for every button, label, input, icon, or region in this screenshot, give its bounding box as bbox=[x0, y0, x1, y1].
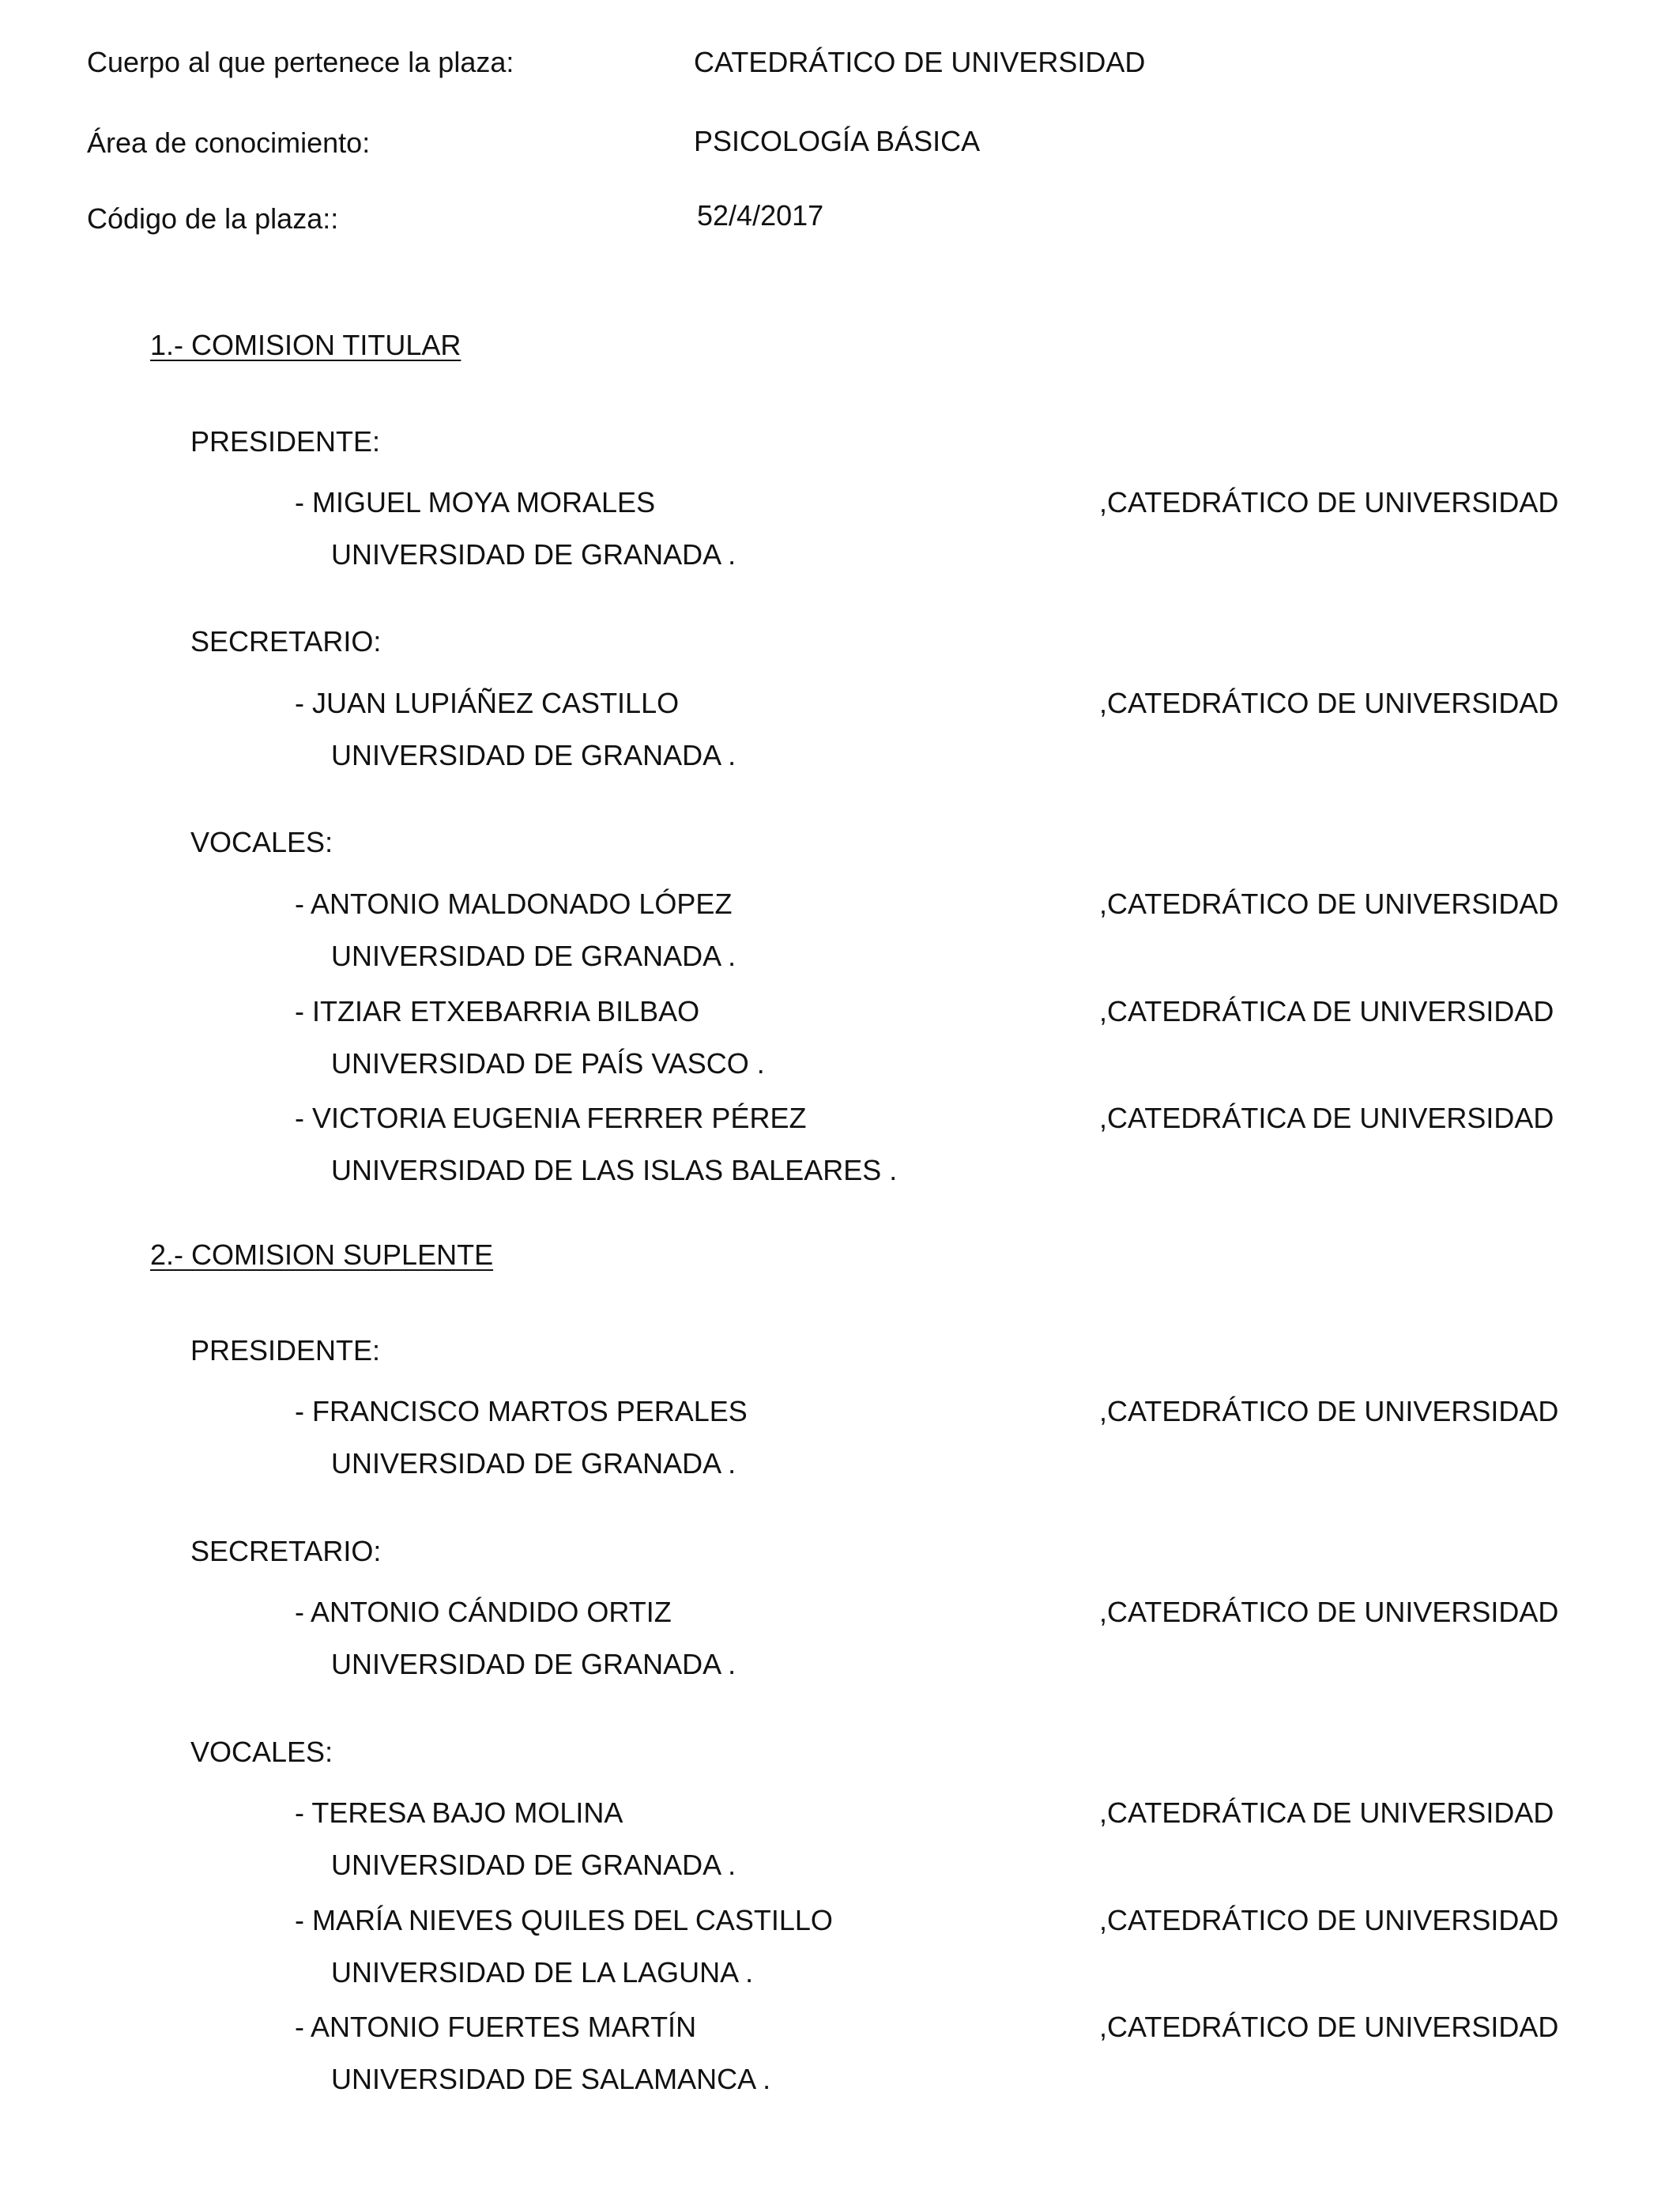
member-university: UNIVERSIDAD DE GRANADA . bbox=[331, 739, 736, 771]
header-value-codigo: 52/4/2017 bbox=[697, 199, 824, 232]
group-label-presidente: PRESIDENTE: bbox=[190, 1334, 381, 1367]
member-university: UNIVERSIDAD DE GRANADA . bbox=[331, 1447, 736, 1480]
member-university: UNIVERSIDAD DE SALAMANCA . bbox=[331, 2063, 771, 2095]
member-name: - MIGUEL MOYA MORALES bbox=[295, 486, 656, 518]
section-title-titular: 1.- COMISION TITULAR bbox=[150, 329, 461, 361]
group-label-secretario: SECRETARIO: bbox=[190, 625, 382, 658]
member-rank: ,CATEDRÁTICO DE UNIVERSIDAD bbox=[1099, 1596, 1559, 1628]
member-rank: ,CATEDRÁTICO DE UNIVERSIDAD bbox=[1099, 1904, 1559, 1936]
group-label-vocales: VOCALES: bbox=[190, 826, 333, 858]
header-label-cuerpo: Cuerpo al que pertenece la plaza: bbox=[87, 46, 514, 78]
member-rank: ,CATEDRÁTICA DE UNIVERSIDAD bbox=[1099, 1102, 1554, 1134]
header-label-area: Área de conocimiento: bbox=[87, 126, 371, 159]
member-university: UNIVERSIDAD DE GRANADA . bbox=[331, 538, 736, 571]
member-university: UNIVERSIDAD DE LAS ISLAS BALEARES . bbox=[331, 1154, 898, 1186]
header-value-area: PSICOLOGÍA BÁSICA bbox=[694, 125, 981, 157]
member-name: - ANTONIO MALDONADO LÓPEZ bbox=[295, 888, 733, 920]
member-university: UNIVERSIDAD DE GRANADA . bbox=[331, 940, 736, 972]
member-name: - VICTORIA EUGENIA FERRER PÉREZ bbox=[295, 1102, 807, 1134]
section-title-suplente: 2.- COMISION SUPLENTE bbox=[150, 1238, 494, 1271]
member-name: - ITZIAR ETXEBARRIA BILBAO bbox=[295, 995, 700, 1027]
group-label-presidente: PRESIDENTE: bbox=[190, 425, 381, 458]
header-value-cuerpo: CATEDRÁTICO DE UNIVERSIDAD bbox=[694, 46, 1146, 78]
member-university: UNIVERSIDAD DE GRANADA . bbox=[331, 1849, 736, 1881]
member-rank: ,CATEDRÁTICA DE UNIVERSIDAD bbox=[1099, 1796, 1554, 1829]
member-name: - TERESA BAJO MOLINA bbox=[295, 1796, 623, 1829]
member-name: - ANTONIO CÁNDIDO ORTIZ bbox=[295, 1596, 672, 1628]
member-university: UNIVERSIDAD DE LA LAGUNA . bbox=[331, 1956, 754, 1989]
member-rank: ,CATEDRÁTICO DE UNIVERSIDAD bbox=[1099, 2011, 1559, 2043]
group-label-vocales: VOCALES: bbox=[190, 1736, 333, 1768]
member-name: - MARÍA NIEVES QUILES DEL CASTILLO bbox=[295, 1904, 833, 1936]
member-rank: ,CATEDRÁTICA DE UNIVERSIDAD bbox=[1099, 995, 1554, 1027]
group-label-secretario: SECRETARIO: bbox=[190, 1535, 382, 1567]
member-name: - JUAN LUPIÁÑEZ CASTILLO bbox=[295, 687, 680, 719]
member-name: - ANTONIO FUERTES MARTÍN bbox=[295, 2011, 697, 2043]
member-rank: ,CATEDRÁTICO DE UNIVERSIDAD bbox=[1099, 486, 1559, 518]
member-rank: ,CATEDRÁTICO DE UNIVERSIDAD bbox=[1099, 1395, 1559, 1427]
member-rank: ,CATEDRÁTICO DE UNIVERSIDAD bbox=[1099, 888, 1559, 920]
member-university: UNIVERSIDAD DE GRANADA . bbox=[331, 1648, 736, 1680]
member-rank: ,CATEDRÁTICO DE UNIVERSIDAD bbox=[1099, 687, 1559, 719]
member-name: - FRANCISCO MARTOS PERALES bbox=[295, 1395, 748, 1427]
member-university: UNIVERSIDAD DE PAÍS VASCO . bbox=[331, 1047, 765, 1080]
header-label-codigo: Código de la plaza:: bbox=[87, 202, 339, 235]
